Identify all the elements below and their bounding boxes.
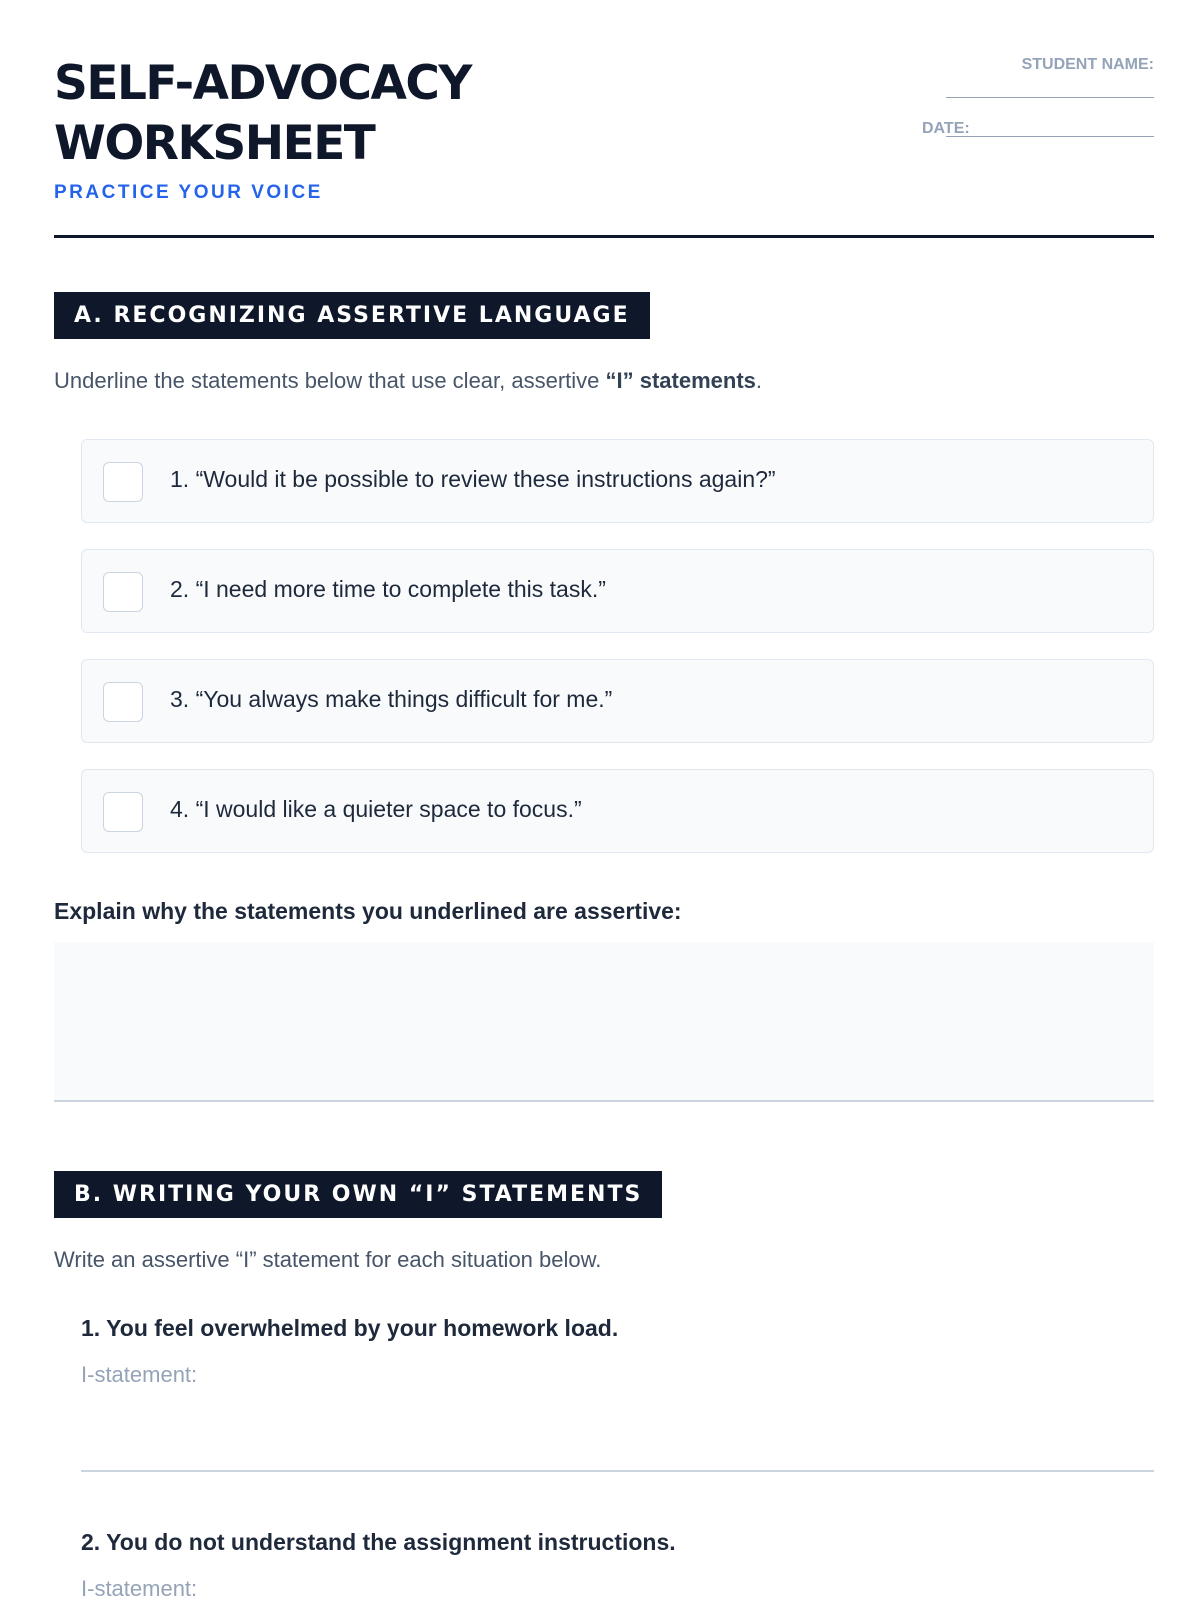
worksheet-title — [54, 54, 471, 174]
statement-card — [81, 549, 1154, 633]
title-line-1: SELF-ADVOCACY — [54, 56, 471, 111]
section-a-instruction — [54, 368, 762, 394]
statement-checkbox[interactable] — [103, 572, 143, 612]
statement-checkbox[interactable] — [103, 462, 143, 502]
statement-text: 3. “You always make things difficult for me.” — [170, 686, 613, 712]
title-line-2: WORKSHEET — [54, 116, 375, 171]
i-statement-answer-line[interactable] — [81, 1470, 1154, 1472]
instruction-end: . — [755, 368, 763, 393]
statement-text: 4. “I would like a quieter space to focus.” — [170, 796, 582, 822]
section-b-heading: B. WRITING YOUR OWN “I” STATEMENTS — [54, 1171, 662, 1218]
worksheet-page — [54, 0, 1154, 1600]
statement-checkbox[interactable] — [103, 682, 143, 722]
statement-card — [81, 439, 1154, 523]
student-info — [864, 50, 1154, 150]
explain-label: Explain why the statements you underlined are assertive: — [54, 898, 682, 924]
statement-card — [81, 769, 1154, 853]
date-field[interactable] — [946, 136, 1154, 137]
student-name-label: STUDENT NAME: — [1021, 56, 1154, 73]
statement-text: 2. “I need more time to complete this task.” — [170, 576, 606, 602]
date-label: DATE: — [922, 120, 970, 137]
section-a-heading: A. RECOGNIZING ASSERTIVE LANGUAGE — [54, 292, 650, 339]
situation-prompt: 1. You feel overwhelmed by your homework load. — [81, 1315, 619, 1341]
explain-answer-area[interactable] — [54, 942, 1154, 1102]
instruction-emphasis: “I” statements — [605, 368, 756, 393]
worksheet-header — [54, 50, 1154, 240]
statement-text: 1. “Would it be possible to review these instructions again?” — [170, 466, 776, 492]
i-statement-label: I-statement: — [81, 1576, 198, 1600]
header-divider — [54, 235, 1154, 238]
statement-card — [81, 659, 1154, 743]
instruction-text: Underline the statements below that use clear, assertive — [54, 368, 606, 393]
statement-checkbox[interactable] — [103, 792, 143, 832]
student-name-field[interactable] — [946, 97, 1154, 98]
worksheet-subtitle: PRACTICE YOUR VOICE — [54, 182, 323, 203]
section-b-instruction: Write an assertive “I” statement for each situation below. — [54, 1247, 602, 1272]
i-statement-label: I-statement: — [81, 1362, 198, 1387]
situation-prompt: 2. You do not understand the assignment instructions. — [81, 1529, 676, 1555]
